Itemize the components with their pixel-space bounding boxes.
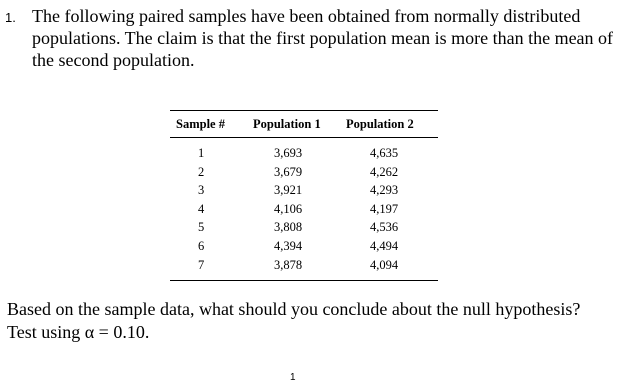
- table-row: [170, 144, 438, 163]
- page-number: 1: [290, 372, 296, 383]
- header-sample-number: Sample #: [176, 117, 225, 131]
- header-population-1: Population 1: [253, 117, 321, 131]
- cell-population-1: 3,921: [274, 183, 303, 198]
- question-number: 1.: [5, 10, 16, 25]
- cell-population-1: 3,693: [274, 146, 303, 160]
- cell-population-1: 3,808: [274, 220, 303, 235]
- cell-population-2: 4,536: [370, 220, 399, 235]
- cell-population-1: 3,679: [274, 164, 303, 179]
- cell-population-1: 3,878: [274, 257, 303, 272]
- table-body: [170, 138, 438, 280]
- cell-sample: 6: [198, 238, 205, 253]
- table-header-row: [170, 111, 438, 137]
- cell-sample: 1: [198, 146, 205, 160]
- hypothesis-prompt: [7, 298, 622, 344]
- table-row: [170, 181, 438, 200]
- paired-samples-table: [170, 110, 438, 281]
- cell-population-2: 4,262: [370, 164, 399, 179]
- cell-sample: 5: [198, 220, 205, 235]
- cell-population-2: 4,197: [370, 201, 399, 216]
- cell-population-2: 4,293: [370, 183, 399, 198]
- cell-sample: 3: [198, 183, 205, 198]
- table-row: [170, 200, 438, 219]
- cell-population-2: 4,094: [370, 257, 399, 272]
- cell-population-2: 4,494: [370, 238, 399, 253]
- table-row: [170, 237, 438, 256]
- question-text: The following paired samples have been obtained from normally distributed populations. The claim is that the first population mean is more than the mean of the second population.: [32, 6, 614, 70]
- table-row: [170, 218, 438, 237]
- cell-population-1: 4,106: [274, 201, 303, 216]
- prompt-line-2: Test using α = 0.10.: [7, 322, 150, 342]
- prompt-line-1: Based on the sample data, what should you conclude about the null hypothesis?: [7, 299, 581, 319]
- header-population-2: Population 2: [346, 117, 414, 131]
- cell-sample: 7: [198, 257, 205, 272]
- cell-sample: 4: [198, 201, 205, 216]
- table-bottom-rule: [170, 280, 438, 281]
- cell-population-2: 4,635: [370, 146, 399, 160]
- table-row: [170, 256, 438, 275]
- table-row: [170, 163, 438, 182]
- cell-population-1: 4,394: [274, 238, 303, 253]
- cell-sample: 2: [198, 164, 205, 179]
